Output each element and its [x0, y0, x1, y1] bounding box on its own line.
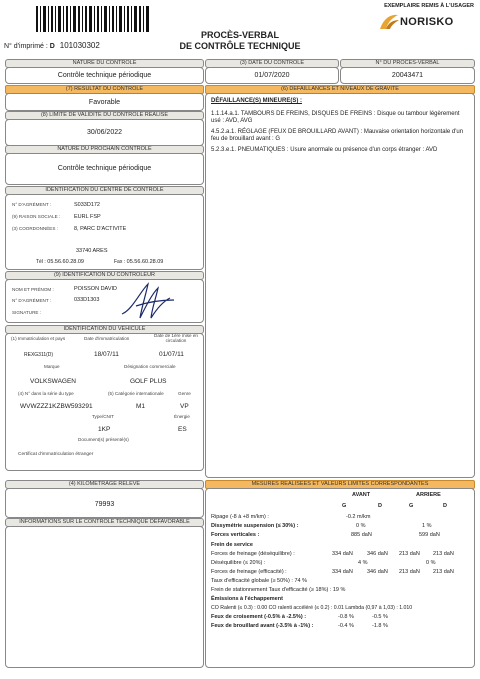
feux-brouillard-g: -0.4 % [338, 623, 354, 629]
info-box [5, 526, 204, 668]
controleur-box [5, 279, 204, 323]
result-header: (7) RÉSULTAT DU CONTRÔLE [5, 85, 204, 94]
info-header: INFORMATIONS SUR LE CONTRÔLE TECHNIQUE DÉFAVORABLE [5, 518, 204, 527]
centre-tel-label: Tél : [36, 259, 46, 265]
type-value: 1KP [98, 426, 111, 433]
marque-value: VOLKSWAGEN [30, 378, 76, 385]
nature-value: Contrôle technique périodique [57, 72, 152, 79]
centre-raison-value: EURL FSP [74, 214, 101, 220]
vin-label: (4) N° dans la série du type [18, 391, 74, 396]
freinage-eff-arriere-g: 213 daN [399, 569, 420, 575]
validity-value: 30/06/2022 [86, 129, 123, 136]
next-control-box [5, 153, 204, 185]
mesures-box [205, 488, 475, 668]
controleur-signature [118, 280, 178, 322]
documents-label: Document(s) présenté(s) [78, 437, 129, 442]
desequilibre-avant: 4 % [358, 560, 368, 566]
centre-fax-label: Fax : [114, 259, 126, 265]
controleur-agrement-value: 033D1303 [74, 297, 100, 303]
centre-agrement-value: S033D172 [74, 202, 100, 208]
norisko-logo [378, 13, 478, 31]
km-value: 79993 [94, 501, 115, 508]
date-value: 01/07/2020 [254, 72, 290, 79]
dissymetrie-label: Dissymétrie suspension (≤ 30%) : [211, 523, 299, 529]
nature-header: NATURE DU CONTRÔLE [5, 59, 204, 68]
centre-coord-label: (3) COORDONNÉES : [12, 226, 58, 231]
vin-value: WVWZZZ1KZBW593291 [20, 403, 93, 410]
defaillances-mineures-title: DÉFAILLANCE(S) MINEURE(S) : [211, 98, 302, 104]
energie-label: Énergie [174, 414, 190, 419]
controleur-nom-value: POISSON DAVID [74, 286, 117, 292]
freinage-eff-arriere-d: 213 daN [433, 569, 454, 575]
defaillance-item: 4.5.2.a.1. RÉGLAGE (FEUX DE BROUILLARD AVANT) : Mauvaise orientation horizontale d'un feu de brouillard avant : G [211, 129, 464, 142]
frein-stationnement: Frein de stationnement Taux d'efficacité (≥ 18%) : 19 % [211, 587, 346, 593]
print-value: 101030302 [59, 41, 100, 50]
ripage-value: -0.2 m/km [346, 514, 371, 520]
avant-g-label: G [342, 503, 347, 509]
nature-box [5, 67, 204, 84]
emissions-label: Émissions à l'échappement [211, 596, 283, 602]
print-letter: D [49, 43, 55, 50]
freinage-eff-avant-d: 346 daN [367, 569, 388, 575]
co-values: CO Ralenti (≤ 0.3) : 0.00 CO ralenti accéléré (≤ 0.2) : 0.01 Lambda (0,97 à 1,03) : 1.010 [211, 605, 413, 611]
feux-croisement-label: Feux de croisement (-0.5% à -2.5%) : [211, 614, 307, 620]
forces-verticales-arriere: 599 daN [419, 532, 440, 538]
immat-label: (1) Immatriculation et pays [11, 336, 66, 341]
centre-header: IDENTIFICATION DU CENTRE DE CONTRÔLE [5, 186, 204, 195]
centre-tel-value: 05.56.60.28.09 [47, 259, 84, 265]
marque-label: Marque [44, 364, 60, 369]
feux-brouillard-d: -1.8 % [372, 623, 388, 629]
arriere-d-label: D [443, 503, 447, 509]
forces-verticales-avant: 885 daN [351, 532, 372, 538]
print-label: N° d'imprimé : [4, 43, 48, 50]
brand-name: NORISKO [400, 16, 454, 28]
freinage-eff-avant-g: 334 daN [332, 569, 353, 575]
pv-box [340, 67, 475, 84]
dissymetrie-avant: 0 % [356, 523, 366, 529]
centre-agrement-label: N° D'AGRÉMENT : [12, 202, 52, 207]
freinage-deseq-arriere-d: 213 daN [433, 551, 454, 557]
pv-header: N° DU PROCÈS-VERBAL [340, 59, 475, 68]
date-box [205, 67, 339, 84]
centre-city: 33740 ARES [76, 248, 108, 254]
date-header: (3) DATE DU CONTRÔLE [205, 59, 339, 68]
feux-croisement-d: -0.5 % [372, 614, 388, 620]
type-label: Type/CNIT [92, 414, 114, 419]
feux-croisement-g: -0.8 % [338, 614, 354, 620]
title-line-1: PROCÈS-VERBAL [200, 30, 279, 40]
print-number [4, 42, 100, 51]
result-value: Favorable [88, 99, 121, 106]
km-box [5, 488, 204, 518]
controleur-signature-label: SIGNATURE : [12, 310, 42, 315]
centre-fax-value: 05.56.60.28.09 [126, 259, 164, 265]
copy-label: EXEMPLAIRE REMIS À L'USAGER [384, 3, 474, 9]
categorie-value: M1 [136, 403, 146, 410]
arriere-g-label: G [409, 503, 414, 509]
defaillance-item: 5.2.3.e.1. PNEUMATIQUES : Usure anormale ou présence d'un corps étranger : AVD [211, 147, 438, 153]
first-immat-value: 18/07/11 [94, 351, 119, 358]
desequilibre-label: Déséquilibre (≤ 20%) : [211, 560, 266, 566]
circulation-label: Date de 1ère mise en circulation [154, 333, 198, 343]
norisko-logo-icon [378, 13, 400, 31]
efficacite-globale: Taux d'efficacité globale (≥ 50%) : 74 % [211, 578, 307, 584]
avant-d-label: D [378, 503, 382, 509]
energie-value: ES [178, 426, 187, 433]
centre-raison-label: (9) RAISON SOCIALE : [12, 214, 61, 219]
next-control-header: NATURE DU PROCHAIN CONTRÔLE [5, 145, 204, 154]
next-control-value: Contrôle technique périodique [57, 165, 152, 172]
forces-verticales-label: Forces verticales : [211, 532, 260, 538]
freinage-deseq-avant-d: 346 daN [367, 551, 388, 557]
certificat-value: Certificat d'immatriculation étranger [18, 452, 94, 457]
immat-value: REXG311(D) [24, 352, 54, 358]
validity-header: (8) LIMITE DE VALIDITÉ DU CONTRÔLE RÉALISÉ [5, 111, 204, 120]
vehicule-header: IDENTIFICATION DU VÉHICULE [5, 325, 204, 334]
ripage-label: Ripage (-8 à +8 m/km) : [211, 514, 269, 520]
centre-box [5, 194, 204, 270]
arriere-label: ARRIERE [416, 492, 441, 498]
circulation-value: 01/07/11 [159, 351, 184, 358]
defaillance-item: 1.1.14.a.1. TAMBOURS DE FREINS, DISQUES DE FREINS : Disque ou tambour légèrement usé : AVD, AVG [211, 111, 460, 124]
controleur-nom-label: NOM ET PRÉNOM : [12, 287, 54, 292]
validity-box [5, 119, 204, 146]
freinage-deseq-arriere-g: 213 daN [399, 551, 420, 557]
title-line-2: DE CONTRÔLE TECHNIQUE [179, 41, 301, 51]
vehicule-box [5, 333, 204, 471]
dissymetrie-arriere: 1 % [422, 523, 432, 529]
avant-label: AVANT [352, 492, 371, 498]
controleur-header: (9) IDENTIFICATION DU CONTRÔLEUR [5, 271, 204, 280]
first-immat-label: Date d'immatriculation [84, 336, 130, 341]
frein-service-label: Frein de service [211, 542, 253, 548]
km-header: (4) KILOMÉTRAGE RELEVÉ [5, 480, 204, 489]
defaillances-box [205, 93, 475, 478]
freinage-deseq-avant-g: 334 daN [332, 551, 353, 557]
result-box [5, 93, 204, 111]
freinage-deseq-label: Forces de freinage (déséquilibre) : [211, 551, 295, 557]
pv-value: 20043471 [391, 72, 424, 79]
desequilibre-arriere: 0 % [426, 560, 436, 566]
genre-value: VP [180, 403, 189, 410]
controleur-agrement-label: N° D'AGRÉMENT : [12, 298, 52, 303]
feux-brouillard-label: Feux de brouillard avant (-3.5% à -1%) : [211, 623, 314, 629]
defaillances-header: (6) DÉFAILLANCES ET NIVEAUX DE GRAVITÉ [205, 85, 475, 94]
barcode [36, 6, 151, 32]
mesures-header: MESURES RÉALISÉES ET VALEURS LIMITES CORRESPONDANTES [205, 480, 475, 489]
categorie-label: (5) Catégorie internationale [108, 391, 164, 396]
designation-value: GOLF PLUS [130, 378, 167, 385]
designation-label: Désignation commerciale [124, 364, 176, 369]
freinage-eff-label: Forces de freinage (efficacité) : [211, 569, 287, 575]
centre-address: 8, PARC D'ACTIVITE [74, 226, 127, 232]
document-title [150, 30, 330, 52]
genre-label: Genre [178, 391, 191, 396]
